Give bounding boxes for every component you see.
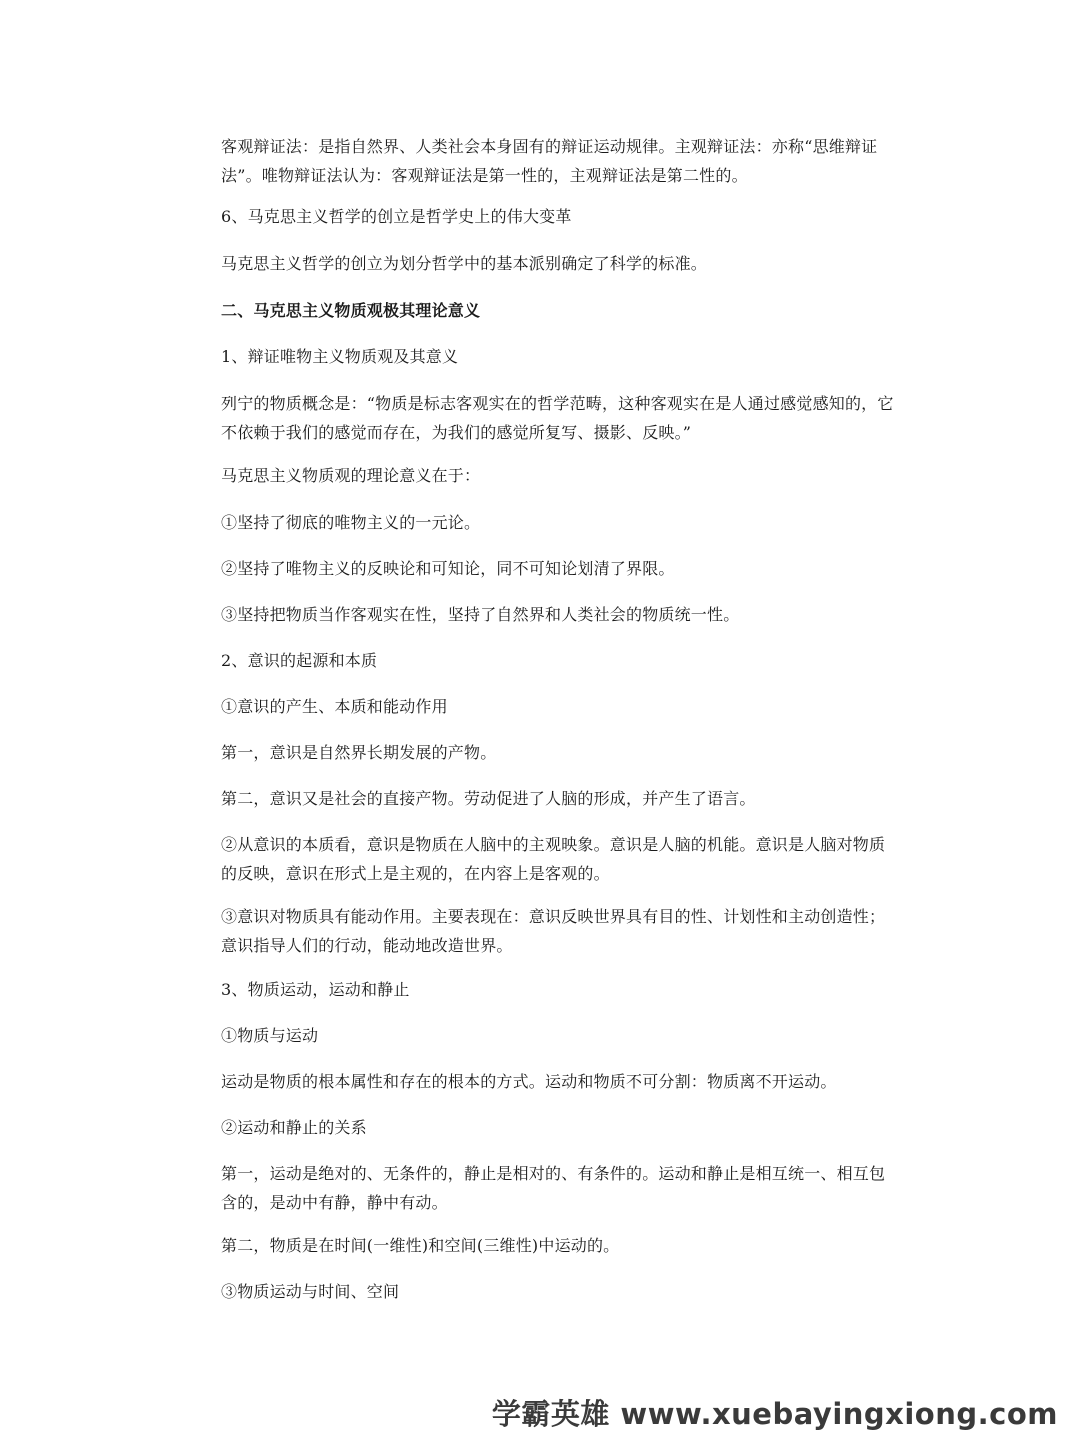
paragraph-second-time-space: 第二，物质是在时间(一维性)和空间(三维性)中运动的。 xyxy=(221,1236,620,1255)
heading-part-two: 二、马克思主义物质观极其理论意义 xyxy=(221,301,481,320)
paragraph-second-society: 第二，意识又是社会的直接产物。劳动促进了人脑的形成，并产生了语言。 xyxy=(221,789,756,808)
watermark-text: 学霸英雄 www.xuebayingxiong.com xyxy=(491,1397,1058,1431)
paragraph-lenin-definition: 列宁的物质概念是：“物质是标志客观实在的哲学范畴，这种客观实在是人通过感觉感知的，它不依赖于我们的感觉而存在，为我们的感觉所复写、摄影、反映。” xyxy=(221,394,894,442)
subheading-motion-rest: ②运动和静止的关系 xyxy=(221,1118,367,1137)
heading-section-6: 6、马克思主义哲学的创立是哲学史上的伟大变革 xyxy=(221,207,572,226)
heading-section-2: 2、意识的起源和本质 xyxy=(221,651,378,670)
paragraph-motion-attribute: 运动是物质的根本属性和存在的根本的方式。运动和物质不可分割：物质离不开运动。 xyxy=(221,1072,837,1091)
subheading-matter-motion: ①物质与运动 xyxy=(221,1026,319,1045)
list-item-3: ③坚持把物质当作客观实在性，坚持了自然界和人类社会的物质统一性。 xyxy=(221,605,740,624)
paragraph-objective-dialectics: 客观辩证法：是指自然界、人类社会本身固有的辩证运动规律。主观辩证法：亦称“思维辩证法”。唯物辩证法认为：客观辩证法是第一性的，主观辩证法是第二性的。 xyxy=(221,137,878,185)
paragraph-first-absolute: 第一，运动是绝对的、无条件的，静止是相对的、有条件的。运动和静止是相互统一、相互包含的，是动中有静，静中有动。 xyxy=(221,1164,886,1212)
paragraph-first-nature: 第一，意识是自然界长期发展的产物。 xyxy=(221,743,497,762)
subheading-consciousness: ①意识的产生、本质和能动作用 xyxy=(221,697,448,716)
subheading-time-space: ③物质运动与时间、空间 xyxy=(221,1282,400,1301)
heading-section-3: 3、物质运动，运动和静止 xyxy=(221,980,410,999)
list-item-1: ①坚持了彻底的唯物主义的一元论。 xyxy=(221,513,481,532)
paragraph-essence: ②从意识的本质看，意识是物质在人脑中的主观映象。意识是人脑的机能。意识是人脑对物质的反映，意识在形式上是主观的，在内容上是客观的。 xyxy=(221,835,886,883)
paragraph-active-role: ③意识对物质具有能动作用。主要表现在：意识反映世界具有目的性、计划性和主动创造性；意识指导人们的行动，能动地改造世界。 xyxy=(221,907,886,955)
list-item-2: ②坚持了唯物主义的反映论和可知论，同不可知论划清了界限。 xyxy=(221,559,675,578)
heading-section-1: 1、辩证唯物主义物质观及其意义 xyxy=(221,347,459,366)
paragraph-scientific-standard: 马克思主义哲学的创立为划分哲学中的基本派别确定了科学的标准。 xyxy=(221,254,708,273)
paragraph-theory-significance: 马克思主义物质观的理论意义在于： xyxy=(221,466,481,485)
